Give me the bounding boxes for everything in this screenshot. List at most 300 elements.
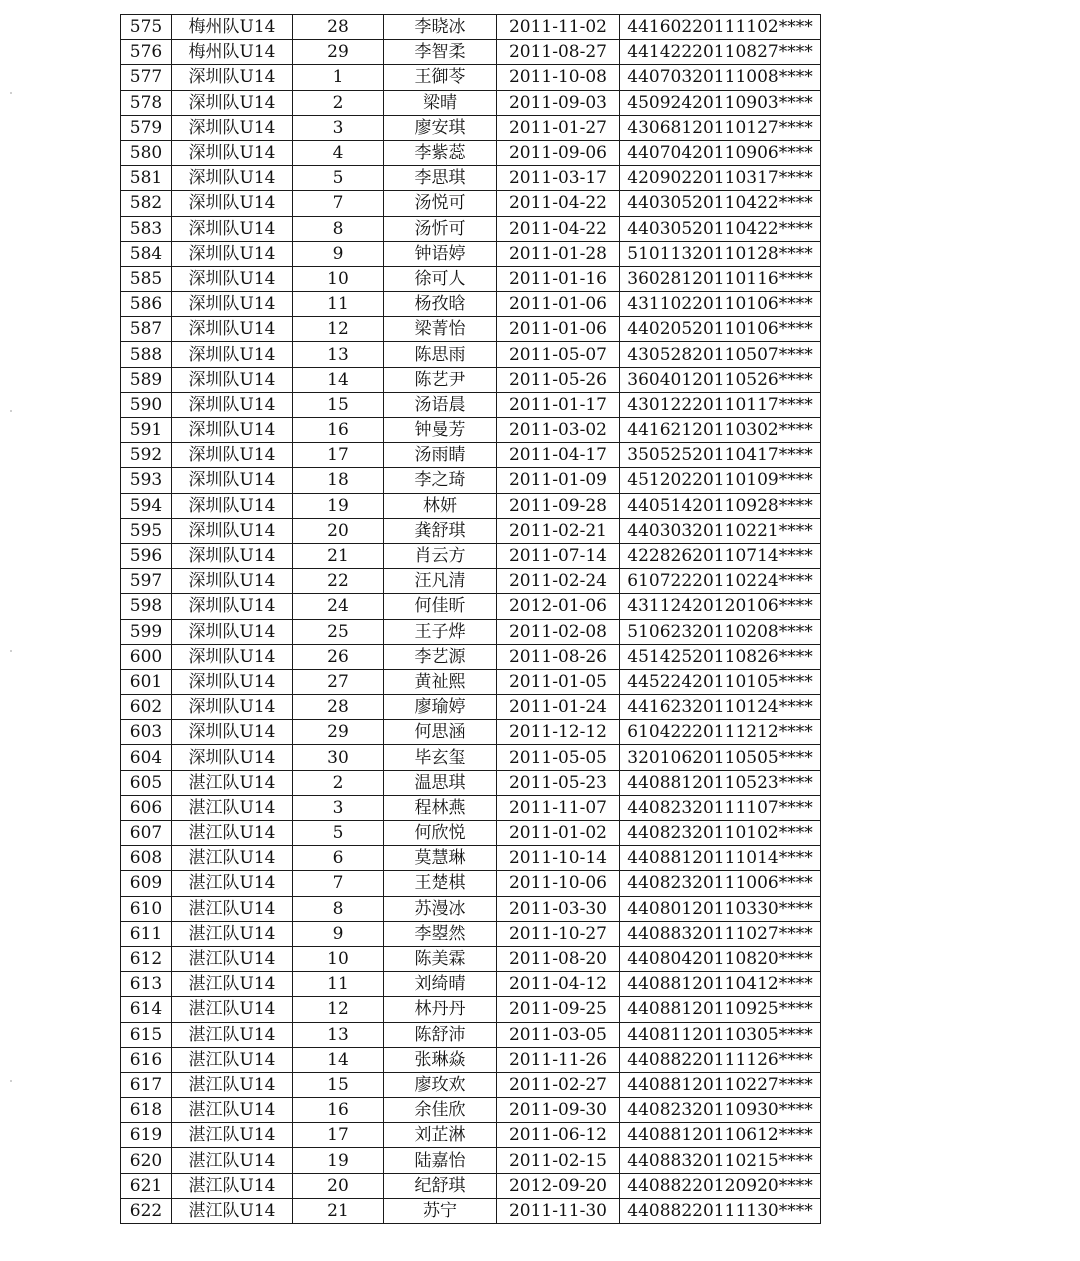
birth-date-cell: 2011-03-05 (497, 1022, 620, 1047)
team-cell: 深圳队U14 (172, 317, 293, 342)
table-row (121, 90, 821, 115)
id-number-cell: 44088120110523**** (620, 770, 821, 795)
player-name-cell: 廖玫欢 (384, 1072, 497, 1097)
margin-speck (10, 650, 12, 652)
id-number-cell: 44082320110102**** (620, 821, 821, 846)
table-row (121, 619, 821, 644)
team-cell: 湛江队U14 (172, 921, 293, 946)
jersey-number-cell: 19 (293, 1148, 384, 1173)
id-number-cell: 42090220110317**** (620, 166, 821, 191)
player-name-cell: 李之琦 (384, 468, 497, 493)
row-seq-cell: 600 (121, 644, 172, 669)
team-cell: 深圳队U14 (172, 292, 293, 317)
team-cell: 深圳队U14 (172, 392, 293, 417)
birth-date-cell: 2011-02-08 (497, 619, 620, 644)
jersey-number-cell: 4 (293, 140, 384, 165)
birth-date-cell: 2011-02-24 (497, 569, 620, 594)
team-cell: 深圳队U14 (172, 669, 293, 694)
id-number-cell: 44030320110221**** (620, 518, 821, 543)
team-cell: 深圳队U14 (172, 569, 293, 594)
table-row (121, 594, 821, 619)
row-seq-cell: 586 (121, 292, 172, 317)
id-number-cell: 44088120110612**** (620, 1123, 821, 1148)
jersey-number-cell: 19 (293, 493, 384, 518)
id-number-cell: 44162320110124**** (620, 695, 821, 720)
birth-date-cell: 2011-04-17 (497, 443, 620, 468)
row-seq-cell: 615 (121, 1022, 172, 1047)
birth-date-cell: 2011-11-30 (497, 1198, 620, 1223)
row-seq-cell: 580 (121, 140, 172, 165)
team-cell: 深圳队U14 (172, 191, 293, 216)
row-seq-cell: 579 (121, 115, 172, 140)
team-cell: 湛江队U14 (172, 1198, 293, 1223)
player-name-cell: 龚舒琪 (384, 518, 497, 543)
team-cell: 湛江队U14 (172, 946, 293, 971)
row-seq-cell: 597 (121, 569, 172, 594)
birth-date-cell: 2011-04-22 (497, 191, 620, 216)
jersey-number-cell: 11 (293, 972, 384, 997)
birth-date-cell: 2011-01-16 (497, 266, 620, 291)
table-row (121, 946, 821, 971)
row-seq-cell: 575 (121, 15, 172, 40)
id-number-cell: 44142220110827**** (620, 40, 821, 65)
birth-date-cell: 2011-01-02 (497, 821, 620, 846)
player-name-cell: 陈美霖 (384, 946, 497, 971)
table-row (121, 40, 821, 65)
table-row (121, 266, 821, 291)
id-number-cell: 43052820110507**** (620, 342, 821, 367)
jersey-number-cell: 17 (293, 1123, 384, 1148)
row-seq-cell: 592 (121, 443, 172, 468)
jersey-number-cell: 14 (293, 1047, 384, 1072)
team-cell: 梅州队U14 (172, 15, 293, 40)
row-seq-cell: 605 (121, 770, 172, 795)
team-cell: 深圳队U14 (172, 695, 293, 720)
birth-date-cell: 2012-09-20 (497, 1173, 620, 1198)
row-seq-cell: 613 (121, 972, 172, 997)
id-number-cell: 44088220111130**** (620, 1198, 821, 1223)
id-number-cell: 44088320110215**** (620, 1148, 821, 1173)
id-number-cell: 36040120110526**** (620, 367, 821, 392)
table-row (121, 1148, 821, 1173)
id-number-cell: 45120220110109**** (620, 468, 821, 493)
player-name-cell: 王子烨 (384, 619, 497, 644)
birth-date-cell: 2011-10-14 (497, 846, 620, 871)
row-seq-cell: 607 (121, 821, 172, 846)
table-row (121, 543, 821, 568)
id-number-cell: 44088220111126**** (620, 1047, 821, 1072)
team-cell: 深圳队U14 (172, 266, 293, 291)
player-name-cell: 莫慧琳 (384, 846, 497, 871)
table-row (121, 569, 821, 594)
player-name-cell: 李紫蕊 (384, 140, 497, 165)
player-name-cell: 陈艺尹 (384, 367, 497, 392)
team-cell: 深圳队U14 (172, 468, 293, 493)
jersey-number-cell: 8 (293, 896, 384, 921)
jersey-number-cell: 5 (293, 821, 384, 846)
birth-date-cell: 2011-09-28 (497, 493, 620, 518)
id-number-cell: 35052520110417**** (620, 443, 821, 468)
team-cell: 湛江队U14 (172, 821, 293, 846)
id-number-cell: 44030520110422**** (620, 191, 821, 216)
team-cell: 深圳队U14 (172, 90, 293, 115)
player-name-cell: 钟曼芳 (384, 418, 497, 443)
player-name-cell: 刘芷淋 (384, 1123, 497, 1148)
player-name-cell: 苏宁 (384, 1198, 497, 1223)
jersey-number-cell: 29 (293, 720, 384, 745)
table-row (121, 140, 821, 165)
margin-speck (10, 410, 12, 412)
table-row (121, 896, 821, 921)
player-name-cell: 余佳欣 (384, 1098, 497, 1123)
team-cell: 梅州队U14 (172, 40, 293, 65)
jersey-number-cell: 17 (293, 443, 384, 468)
table-row (121, 65, 821, 90)
id-number-cell: 44088120110925**** (620, 997, 821, 1022)
player-name-cell: 廖瑜婷 (384, 695, 497, 720)
id-number-cell: 44051420110928**** (620, 493, 821, 518)
table-row (121, 1022, 821, 1047)
table-row (121, 443, 821, 468)
player-name-cell: 温思琪 (384, 770, 497, 795)
row-seq-cell: 584 (121, 241, 172, 266)
jersey-number-cell: 10 (293, 266, 384, 291)
jersey-number-cell: 9 (293, 921, 384, 946)
id-number-cell: 44088120110412**** (620, 972, 821, 997)
player-name-cell: 汪凡清 (384, 569, 497, 594)
birth-date-cell: 2011-01-06 (497, 317, 620, 342)
player-name-cell: 李晓冰 (384, 15, 497, 40)
birth-date-cell: 2011-01-09 (497, 468, 620, 493)
birth-date-cell: 2011-10-08 (497, 65, 620, 90)
birth-date-cell: 2011-05-23 (497, 770, 620, 795)
team-cell: 深圳队U14 (172, 543, 293, 568)
jersey-number-cell: 7 (293, 871, 384, 896)
player-name-cell: 何佳昕 (384, 594, 497, 619)
table-row (121, 342, 821, 367)
row-seq-cell: 612 (121, 946, 172, 971)
table-row (121, 972, 821, 997)
jersey-number-cell: 26 (293, 644, 384, 669)
player-name-cell: 程林燕 (384, 795, 497, 820)
table-row (121, 1173, 821, 1198)
jersey-number-cell: 11 (293, 292, 384, 317)
row-seq-cell: 618 (121, 1098, 172, 1123)
team-cell: 深圳队U14 (172, 342, 293, 367)
team-cell: 湛江队U14 (172, 871, 293, 896)
birth-date-cell: 2011-01-05 (497, 669, 620, 694)
jersey-number-cell: 28 (293, 695, 384, 720)
jersey-number-cell: 22 (293, 569, 384, 594)
jersey-number-cell: 6 (293, 846, 384, 871)
table-row (121, 770, 821, 795)
id-number-cell: 44080420110820**** (620, 946, 821, 971)
team-cell: 深圳队U14 (172, 216, 293, 241)
player-name-cell: 钟语婷 (384, 241, 497, 266)
jersey-number-cell: 30 (293, 745, 384, 770)
jersey-number-cell: 3 (293, 795, 384, 820)
id-number-cell: 44088120110227**** (620, 1072, 821, 1097)
id-number-cell: 44088220120920**** (620, 1173, 821, 1198)
player-name-cell: 李艺源 (384, 644, 497, 669)
birth-date-cell: 2011-04-12 (497, 972, 620, 997)
row-seq-cell: 617 (121, 1072, 172, 1097)
jersey-number-cell: 13 (293, 342, 384, 367)
row-seq-cell: 604 (121, 745, 172, 770)
table-row (121, 720, 821, 745)
table-row (121, 644, 821, 669)
player-name-cell: 苏漫冰 (384, 896, 497, 921)
player-name-cell: 王御苓 (384, 65, 497, 90)
jersey-number-cell: 24 (293, 594, 384, 619)
jersey-number-cell: 18 (293, 468, 384, 493)
team-cell: 深圳队U14 (172, 140, 293, 165)
id-number-cell: 43112420120106**** (620, 594, 821, 619)
row-seq-cell: 609 (121, 871, 172, 896)
id-number-cell: 51011320110128**** (620, 241, 821, 266)
id-number-cell: 43068120110127**** (620, 115, 821, 140)
id-number-cell: 44522420110105**** (620, 669, 821, 694)
player-name-cell: 徐可人 (384, 266, 497, 291)
jersey-number-cell: 20 (293, 518, 384, 543)
team-cell: 湛江队U14 (172, 1072, 293, 1097)
id-number-cell: 45092420110903**** (620, 90, 821, 115)
birth-date-cell: 2011-09-03 (497, 90, 620, 115)
table-row (121, 695, 821, 720)
team-cell: 湛江队U14 (172, 1148, 293, 1173)
table-row (121, 241, 821, 266)
team-cell: 湛江队U14 (172, 1173, 293, 1198)
player-name-cell: 李思琪 (384, 166, 497, 191)
jersey-number-cell: 14 (293, 367, 384, 392)
jersey-number-cell: 2 (293, 90, 384, 115)
birth-date-cell: 2011-05-26 (497, 367, 620, 392)
birth-date-cell: 2011-10-27 (497, 921, 620, 946)
birth-date-cell: 2011-01-27 (497, 115, 620, 140)
table-row (121, 115, 821, 140)
table-row (121, 871, 821, 896)
team-cell: 深圳队U14 (172, 166, 293, 191)
birth-date-cell: 2011-04-22 (497, 216, 620, 241)
birth-date-cell: 2011-09-06 (497, 140, 620, 165)
player-name-cell: 林妍 (384, 493, 497, 518)
id-number-cell: 44070320111008**** (620, 65, 821, 90)
row-seq-cell: 610 (121, 896, 172, 921)
id-number-cell: 44088120111014**** (620, 846, 821, 871)
jersey-number-cell: 15 (293, 1072, 384, 1097)
id-number-cell: 44088320111027**** (620, 921, 821, 946)
row-seq-cell: 590 (121, 392, 172, 417)
jersey-number-cell: 29 (293, 40, 384, 65)
jersey-number-cell: 25 (293, 619, 384, 644)
table-row (121, 15, 821, 40)
table-row (121, 1072, 821, 1097)
table-row (121, 1047, 821, 1072)
jersey-number-cell: 13 (293, 1022, 384, 1047)
birth-date-cell: 2011-08-27 (497, 40, 620, 65)
jersey-number-cell: 3 (293, 115, 384, 140)
row-seq-cell: 576 (121, 40, 172, 65)
row-seq-cell: 587 (121, 317, 172, 342)
row-seq-cell: 616 (121, 1047, 172, 1072)
birth-date-cell: 2011-07-14 (497, 543, 620, 568)
id-number-cell: 43110220110106**** (620, 292, 821, 317)
table-row (121, 1198, 821, 1223)
row-seq-cell: 606 (121, 795, 172, 820)
birth-date-cell: 2011-12-12 (497, 720, 620, 745)
team-cell: 深圳队U14 (172, 493, 293, 518)
row-seq-cell: 614 (121, 997, 172, 1022)
player-name-cell: 肖云方 (384, 543, 497, 568)
jersey-number-cell: 16 (293, 1098, 384, 1123)
team-cell: 深圳队U14 (172, 241, 293, 266)
player-name-cell: 黄祉熙 (384, 669, 497, 694)
row-seq-cell: 603 (121, 720, 172, 745)
team-cell: 湛江队U14 (172, 997, 293, 1022)
id-number-cell: 36028120110116**** (620, 266, 821, 291)
jersey-number-cell: 21 (293, 1198, 384, 1223)
birth-date-cell: 2011-11-26 (497, 1047, 620, 1072)
row-seq-cell: 578 (121, 90, 172, 115)
player-name-cell: 汤悦可 (384, 191, 497, 216)
player-name-cell: 刘绮晴 (384, 972, 497, 997)
player-name-cell: 汤雨睛 (384, 443, 497, 468)
player-name-cell: 梁晴 (384, 90, 497, 115)
table-row (121, 367, 821, 392)
id-number-cell: 44082320110930**** (620, 1098, 821, 1123)
table-row (121, 1123, 821, 1148)
row-seq-cell: 577 (121, 65, 172, 90)
row-seq-cell: 582 (121, 191, 172, 216)
jersey-number-cell: 12 (293, 317, 384, 342)
row-seq-cell: 594 (121, 493, 172, 518)
birth-date-cell: 2011-06-12 (497, 1123, 620, 1148)
birth-date-cell: 2011-08-26 (497, 644, 620, 669)
roster-sheet (120, 14, 813, 1224)
jersey-number-cell: 5 (293, 166, 384, 191)
table-row (121, 921, 821, 946)
table-row (121, 216, 821, 241)
row-seq-cell: 583 (121, 216, 172, 241)
id-number-cell: 61072220110224**** (620, 569, 821, 594)
jersey-number-cell: 1 (293, 65, 384, 90)
row-seq-cell: 619 (121, 1123, 172, 1148)
team-cell: 深圳队U14 (172, 644, 293, 669)
player-roster-table (120, 14, 821, 1224)
player-name-cell: 杨孜晗 (384, 292, 497, 317)
row-seq-cell: 589 (121, 367, 172, 392)
id-number-cell: 44081120110305**** (620, 1022, 821, 1047)
table-row (121, 846, 821, 871)
birth-date-cell: 2011-08-20 (497, 946, 620, 971)
player-name-cell: 梁菁怡 (384, 317, 497, 342)
id-number-cell: 43012220110117**** (620, 392, 821, 417)
id-number-cell: 44082320111107**** (620, 795, 821, 820)
team-cell: 深圳队U14 (172, 594, 293, 619)
id-number-cell: 45142520110826**** (620, 644, 821, 669)
table-row (121, 493, 821, 518)
player-name-cell: 李曌然 (384, 921, 497, 946)
birth-date-cell: 2011-01-06 (497, 292, 620, 317)
jersey-number-cell: 2 (293, 770, 384, 795)
jersey-number-cell: 8 (293, 216, 384, 241)
id-number-cell: 61042220111212**** (620, 720, 821, 745)
row-seq-cell: 588 (121, 342, 172, 367)
birth-date-cell: 2011-09-30 (497, 1098, 620, 1123)
table-row (121, 292, 821, 317)
team-cell: 湛江队U14 (172, 1123, 293, 1148)
id-number-cell: 44080120110330**** (620, 896, 821, 921)
birth-date-cell: 2011-09-25 (497, 997, 620, 1022)
row-seq-cell: 611 (121, 921, 172, 946)
jersey-number-cell: 9 (293, 241, 384, 266)
birth-date-cell: 2011-01-28 (497, 241, 620, 266)
team-cell: 深圳队U14 (172, 619, 293, 644)
table-row (121, 745, 821, 770)
row-seq-cell: 599 (121, 619, 172, 644)
birth-date-cell: 2011-01-24 (497, 695, 620, 720)
table-row (121, 468, 821, 493)
birth-date-cell: 2011-02-27 (497, 1072, 620, 1097)
team-cell: 深圳队U14 (172, 367, 293, 392)
table-row (121, 997, 821, 1022)
player-name-cell: 陆嘉怡 (384, 1148, 497, 1173)
table-row (121, 166, 821, 191)
row-seq-cell: 621 (121, 1173, 172, 1198)
roster-table-body (121, 15, 821, 1224)
id-number-cell: 44070420110906**** (620, 140, 821, 165)
team-cell: 湛江队U14 (172, 795, 293, 820)
player-name-cell: 陈思雨 (384, 342, 497, 367)
team-cell: 湛江队U14 (172, 972, 293, 997)
team-cell: 深圳队U14 (172, 115, 293, 140)
id-number-cell: 51062320110208**** (620, 619, 821, 644)
row-seq-cell: 601 (121, 669, 172, 694)
birth-date-cell: 2011-03-30 (497, 896, 620, 921)
id-number-cell: 44030520110422**** (620, 216, 821, 241)
id-number-cell: 44160220111102**** (620, 15, 821, 40)
row-seq-cell: 585 (121, 266, 172, 291)
team-cell: 深圳队U14 (172, 745, 293, 770)
birth-date-cell: 2012-01-06 (497, 594, 620, 619)
jersey-number-cell: 7 (293, 191, 384, 216)
player-name-cell: 陈舒沛 (384, 1022, 497, 1047)
table-row (121, 317, 821, 342)
jersey-number-cell: 21 (293, 543, 384, 568)
id-number-cell: 44020520110106**** (620, 317, 821, 342)
team-cell: 深圳队U14 (172, 518, 293, 543)
birth-date-cell: 2011-02-15 (497, 1148, 620, 1173)
birth-date-cell: 2011-02-21 (497, 518, 620, 543)
table-row (121, 392, 821, 417)
team-cell: 湛江队U14 (172, 1098, 293, 1123)
id-number-cell: 44162120110302**** (620, 418, 821, 443)
team-cell: 湛江队U14 (172, 1047, 293, 1072)
jersey-number-cell: 15 (293, 392, 384, 417)
row-seq-cell: 595 (121, 518, 172, 543)
jersey-number-cell: 12 (293, 997, 384, 1022)
player-name-cell: 何思涵 (384, 720, 497, 745)
table-row (121, 669, 821, 694)
player-name-cell: 张琳焱 (384, 1047, 497, 1072)
birth-date-cell: 2011-03-02 (497, 418, 620, 443)
row-seq-cell: 598 (121, 594, 172, 619)
jersey-number-cell: 27 (293, 669, 384, 694)
birth-date-cell: 2011-03-17 (497, 166, 620, 191)
row-seq-cell: 622 (121, 1198, 172, 1223)
table-row (121, 418, 821, 443)
player-name-cell: 廖安琪 (384, 115, 497, 140)
